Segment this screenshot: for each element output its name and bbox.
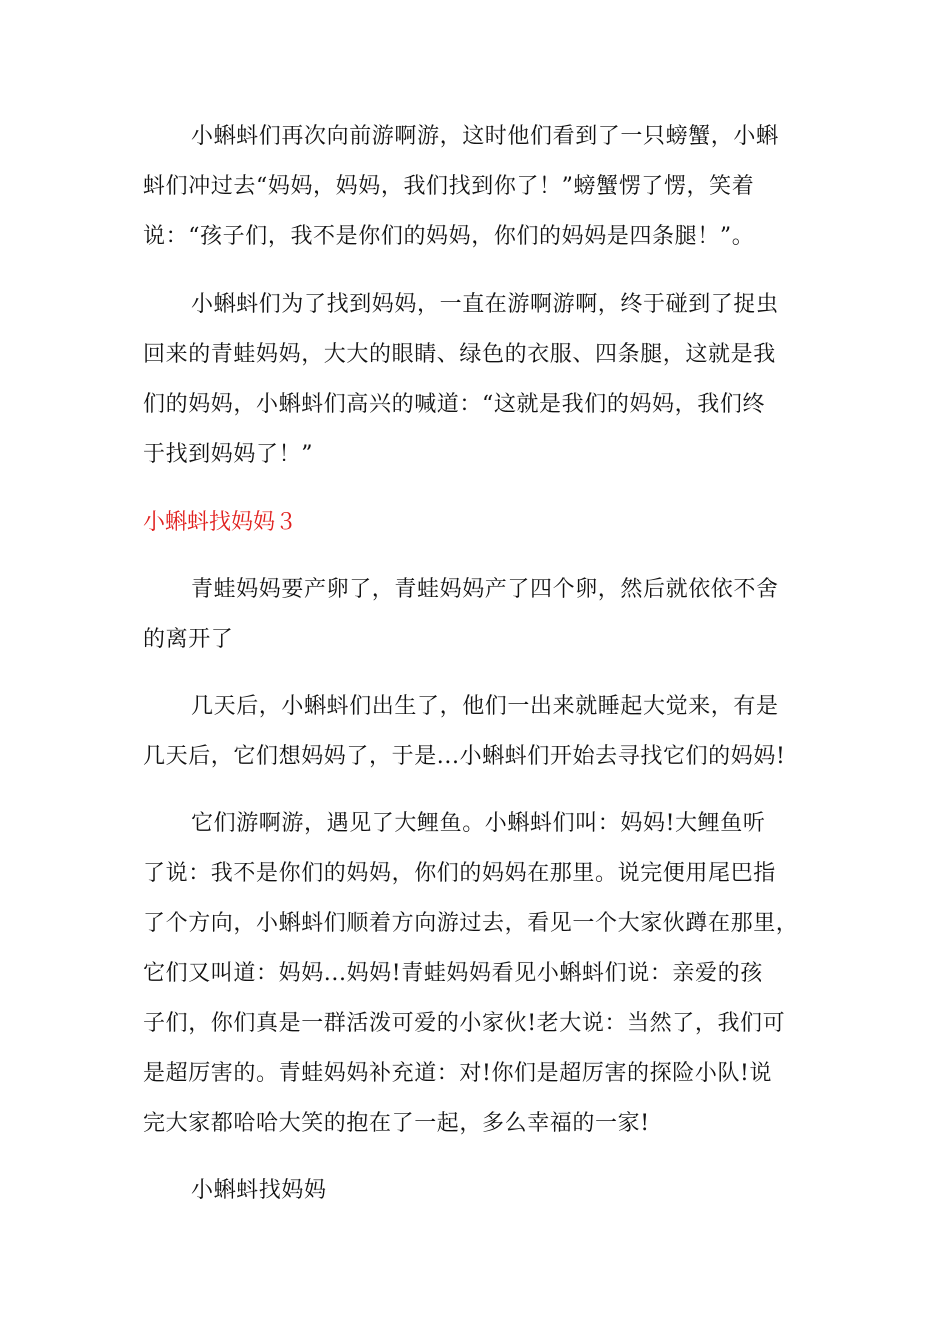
paragraph-line: 几天后，它们想妈妈了，于是...小蝌蚪们开始去寻找它们的妈妈! — [143, 744, 786, 769]
paragraph-line: 完大家都哈哈大笑的抱在了一起，多么幸福的一家! — [143, 1111, 650, 1136]
paragraph-line: 小蝌蚪们为了找到妈妈，一直在游啊游啊，终于碰到了捉虫 — [191, 292, 779, 317]
paragraph-line: 们的妈妈，小蝌蚪们高兴的喊道：“这就是我们的妈妈，我们终 — [143, 392, 766, 417]
paragraph-line: 了个方向，小蝌蚪们顺着方向游过去，看见一个大家伙蹲在那里， — [143, 911, 799, 936]
paragraph-line: 于找到妈妈了！” — [143, 442, 314, 467]
paragraph-line: 子们，你们真是一群活泼可爱的小家伙!老大说：当然了，我们可 — [143, 1011, 786, 1036]
paragraph-line: 几天后，小蝌蚪们出生了，他们一出来就睡起大觉来，有是 — [191, 694, 779, 719]
paragraph-line: 了说：我不是你们的妈妈，你们的妈妈在那里。说完便用尾巴指 — [143, 861, 776, 886]
paragraph-line: 它们又叫道：妈妈...妈妈!青蛙妈妈看见小蝌蚪们说：亲爱的孩 — [143, 961, 763, 986]
paragraph-line: 的离开了 — [143, 627, 234, 652]
paragraph-line: 青蛙妈妈要产卵了，青蛙妈妈产了四个卵，然后就依依不舍 — [191, 577, 779, 602]
paragraph-line: 小蝌蚪找妈妈 — [191, 1178, 327, 1203]
paragraph-line: 是超厉害的。青蛙妈妈补充道：对!你们是超厉害的探险小队!说 — [143, 1061, 773, 1086]
paragraph-line: 蚪们冲过去“妈妈，妈妈，我们找到你了！”螃蟹愣了愣，笑着 — [143, 174, 755, 199]
paragraph-line: 它们游啊游，遇见了大鲤鱼。小蝌蚪们叫：妈妈!大鲤鱼听 — [191, 811, 766, 836]
section-heading: 小蝌蚪找妈妈３ — [143, 510, 298, 535]
paragraph-line: 回来的青蛙妈妈，大大的眼睛、绿色的衣服、四条腿，这就是我 — [143, 342, 776, 367]
paragraph-line: 说：“孩子们，我不是你们的妈妈，你们的妈妈是四条腿！”。 — [143, 224, 755, 249]
paragraph-line: 小蝌蚪们再次向前游啊游，这时他们看到了一只螃蟹，小蝌 — [191, 124, 779, 149]
